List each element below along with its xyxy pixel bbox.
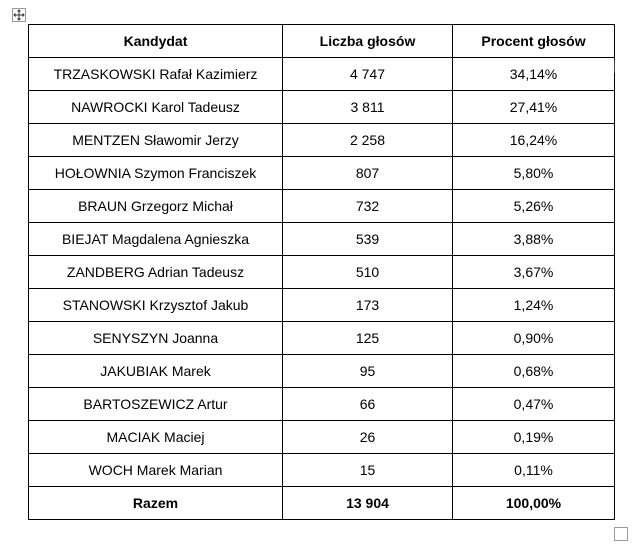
candidate-cell[interactable]: SENYSZYN Joanna	[29, 322, 283, 355]
table-row	[29, 91, 615, 124]
candidate-cell[interactable]: MACIAK Maciej	[29, 421, 283, 454]
table-row	[29, 289, 615, 322]
candidate-cell[interactable]: ZANDBERG Adrian Tadeusz	[29, 256, 283, 289]
votes-cell[interactable]: 125	[283, 322, 453, 355]
table-row	[29, 388, 615, 421]
table-move-icon[interactable]	[12, 8, 26, 22]
percent-cell[interactable]: 27,41%	[453, 91, 615, 124]
header-percent[interactable]: Procent głosów	[453, 25, 615, 58]
table-row	[29, 223, 615, 256]
results-table	[28, 24, 615, 520]
percent-cell[interactable]: 3,88%	[453, 223, 615, 256]
candidate-cell[interactable]: BRAUN Grzegorz Michał	[29, 190, 283, 223]
total-votes-cell[interactable]: 13 904	[283, 487, 453, 520]
candidate-cell[interactable]: NAWROCKI Karol Tadeusz	[29, 91, 283, 124]
votes-cell[interactable]: 66	[283, 388, 453, 421]
percent-cell[interactable]: 3,67%	[453, 256, 615, 289]
table-row	[29, 124, 615, 157]
candidate-cell[interactable]: MENTZEN Sławomir Jerzy	[29, 124, 283, 157]
candidate-cell[interactable]: BIEJAT Magdalena Agnieszka	[29, 223, 283, 256]
table-row	[29, 157, 615, 190]
votes-cell[interactable]: 539	[283, 223, 453, 256]
header-row	[29, 25, 615, 58]
candidate-cell[interactable]: WOCH Marek Marian	[29, 454, 283, 487]
percent-cell[interactable]: 16,24%	[453, 124, 615, 157]
votes-cell[interactable]: 807	[283, 157, 453, 190]
table-row	[29, 454, 615, 487]
votes-cell[interactable]: 510	[283, 256, 453, 289]
percent-cell[interactable]: 0,90%	[453, 322, 615, 355]
table-resize-icon[interactable]	[614, 527, 628, 541]
percent-cell[interactable]: 0,68%	[453, 355, 615, 388]
votes-cell[interactable]: 4 747	[283, 58, 453, 91]
table-row	[29, 256, 615, 289]
percent-cell[interactable]: 0,11%	[453, 454, 615, 487]
votes-cell[interactable]: 2 258	[283, 124, 453, 157]
votes-cell[interactable]: 3 811	[283, 91, 453, 124]
candidate-cell[interactable]: BARTOSZEWICZ Artur	[29, 388, 283, 421]
total-row	[29, 487, 615, 520]
move-arrows-glyph	[13, 9, 25, 21]
table-row	[29, 322, 615, 355]
votes-cell[interactable]: 15	[283, 454, 453, 487]
total-percent-cell[interactable]: 100,00%	[453, 487, 615, 520]
percent-cell[interactable]: 5,80%	[453, 157, 615, 190]
votes-cell[interactable]: 26	[283, 421, 453, 454]
votes-cell[interactable]: 173	[283, 289, 453, 322]
candidate-cell[interactable]: TRZASKOWSKI Rafał Kazimierz	[29, 58, 283, 91]
header-candidate[interactable]: Kandydat	[29, 25, 283, 58]
table-row	[29, 190, 615, 223]
header-votes[interactable]: Liczba głosów	[283, 25, 453, 58]
candidate-cell[interactable]: HOŁOWNIA Szymon Franciszek	[29, 157, 283, 190]
candidate-cell[interactable]: STANOWSKI Krzysztof Jakub	[29, 289, 283, 322]
table-row	[29, 58, 615, 91]
table-row	[29, 355, 615, 388]
percent-cell[interactable]: 1,24%	[453, 289, 615, 322]
end-of-row-marker	[614, 60, 615, 73]
percent-cell[interactable]: 0,19%	[453, 421, 615, 454]
total-label-cell[interactable]: Razem	[29, 487, 283, 520]
percent-cell[interactable]: 0,47%	[453, 388, 615, 421]
percent-cell[interactable]: 34,14%	[453, 58, 615, 91]
table-row	[29, 421, 615, 454]
votes-cell[interactable]: 732	[283, 190, 453, 223]
percent-cell[interactable]: 5,26%	[453, 190, 615, 223]
candidate-cell[interactable]: JAKUBIAK Marek	[29, 355, 283, 388]
votes-cell[interactable]: 95	[283, 355, 453, 388]
